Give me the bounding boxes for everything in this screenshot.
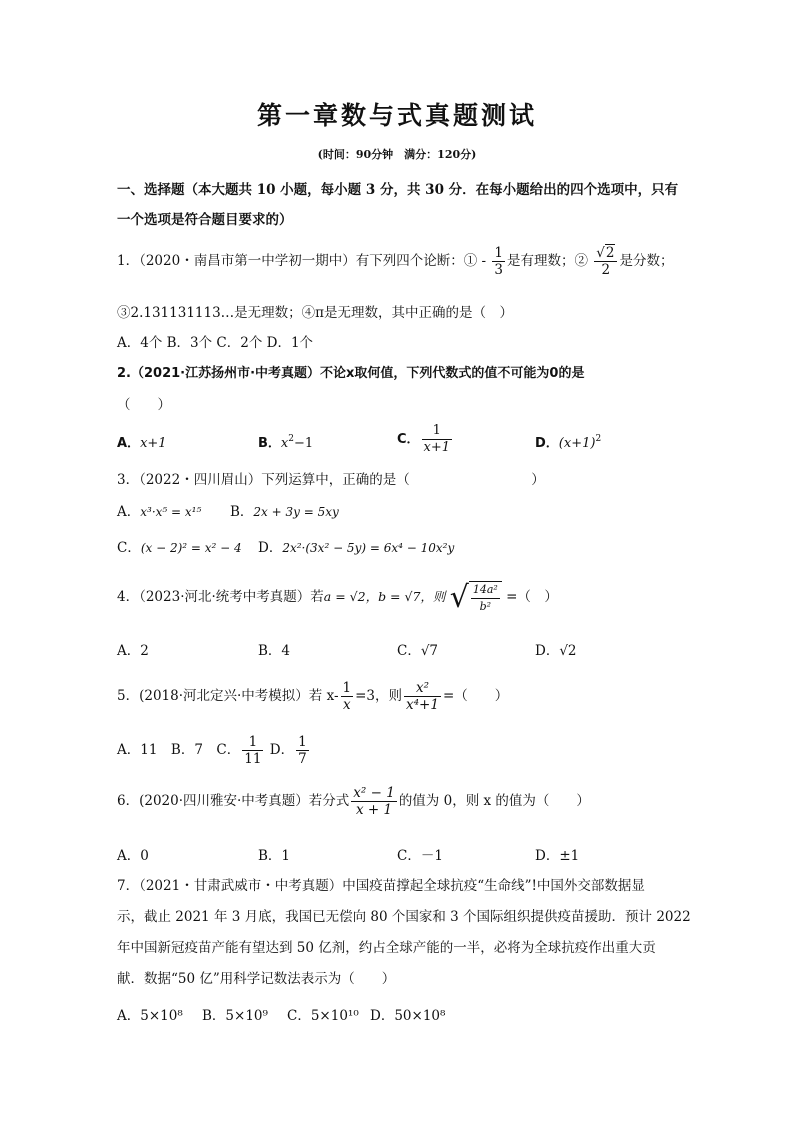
q6-option-a: A．0: [117, 848, 149, 864]
q1-frac1-den: 3: [494, 262, 503, 278]
question-7-line1: 7．（2021・甘肃武威市・中考真题）中国疫苗撑起全球抗疫“生命线”!中国外交部数据显: [117, 878, 645, 894]
question-7-line3: 年中国新冠疫苗产能有望达到 50 亿剂，约占全球产能的一半，必将为全球抗疫作出重大贡: [117, 940, 656, 956]
question-4-stem: 4．（2023·河北·统考中考真题）若a = √2，b = √7，则 √ $\frac{\text{14a²}}{\text{b²}}$ =（ ）: [117, 580, 558, 615]
q1-fraction-2: $\frac{√2}{2}$: [594, 245, 617, 278]
question-7-line2: 示，截止 2021 年 3 月底，我国已无偿向 80 个国家和 3 个国际组织提供疫苗援助．预计 2022: [117, 909, 691, 925]
question-5-options: A．11 B．7 C． $\frac{1}{11}$ D． $\frac{1}{7}$: [117, 734, 307, 767]
q3-option-a: A．x³·x⁵ = x¹⁵: [117, 504, 202, 520]
question-1-stem: [117, 245, 673, 278]
exam-info: (时间：90分钟 满分：120分): [317, 148, 477, 161]
q1-fraction-1: [492, 245, 505, 278]
q3-option-d: D．2x²·(3x² − 5y) = 6x⁴ − 10x²y: [258, 540, 455, 556]
q2-option-c: C． $\frac{1}{x+1}$: [397, 423, 451, 455]
q1-tail: 是分数；: [619, 253, 674, 269]
q7-option-d: D．50×10⁸: [370, 1008, 446, 1024]
q1-lead: 1．（2020・南昌市第一中学初一期中）有下列四个论断：①: [117, 253, 478, 269]
q1-neg: -: [481, 253, 487, 269]
question-1-line2: ③2.131131113…是无理数；④π是无理数，其中正确的是（ ）: [117, 305, 514, 321]
q3-option-c: C．(x − 2)² = x² − 4: [117, 540, 242, 556]
q1-mid: 是有理数；②: [506, 253, 588, 269]
q2-option-d: D．$(x+1)^2$: [535, 434, 602, 451]
q1-frac2-radicand: 2: [605, 245, 615, 261]
page-title: 第一章数与式真题测试: [256, 101, 537, 130]
question-2-paren: （ ）: [117, 397, 171, 413]
q2-option-a: A．x+1: [117, 436, 167, 451]
q6-option-d: D．±1: [535, 848, 580, 864]
q4-option-d: D．√2: [535, 643, 577, 659]
section-header-line2: 一个选项是符合题目要求的）: [117, 212, 293, 228]
question-3-stem: 3．（2022・四川眉山）下列运算中，正确的是（ ）: [117, 472, 545, 488]
question-7-line4: 献．数据“50 亿”用科学记数法表示为（ ）: [117, 971, 396, 987]
q4-option-b: B．4: [258, 643, 291, 659]
question-2-stem: 2.（2021·江苏扬州市·中考真题）不论x取何值，下列代数式的值不可能为0的是: [117, 366, 585, 381]
q7-option-c: C．5×10¹⁰: [287, 1008, 359, 1024]
q6-option-c: C．－1: [397, 848, 443, 864]
q1-frac2-den: 2: [601, 262, 611, 278]
question-5-stem: 5．(2018·河北定兴·中考模拟）若 x- $\frac{1}{x}$ =3，则 $\frac{\text{x²}}{\text{x⁴+1}}$ =（ ）: [117, 680, 509, 713]
q2-option-b: B．$x^2-1$: [258, 434, 314, 451]
q7-option-b: B．5×10⁹: [202, 1008, 268, 1024]
q4-option-a: A．2: [117, 643, 149, 659]
q6-option-b: B．1: [258, 848, 291, 864]
section-header-line1: 一、选择题（本大题共 10 小题，每小题 3 分，共 30 分．在每小题给出的四个选项中，只有: [117, 182, 679, 198]
question-1-options: A．4个 B．3个 C．2个 D．1个: [117, 335, 314, 351]
q4-radical: √ $\frac{\text{14a²}}{\text{b²}}$: [450, 580, 502, 615]
q7-option-a: A．5×10⁸: [117, 1008, 183, 1024]
q3-option-b: B．2x + 3y = 5xy: [230, 504, 339, 520]
q1-frac1-num: 1: [494, 245, 503, 261]
question-6-stem: 6．(2020·四川雅安·中考真题）若分式 $\frac{\text{x² − 1}}{x + 1}$ 的值为 0，则 x 的值为（ ）: [117, 785, 590, 818]
q4-option-c: C．√7: [397, 643, 439, 659]
